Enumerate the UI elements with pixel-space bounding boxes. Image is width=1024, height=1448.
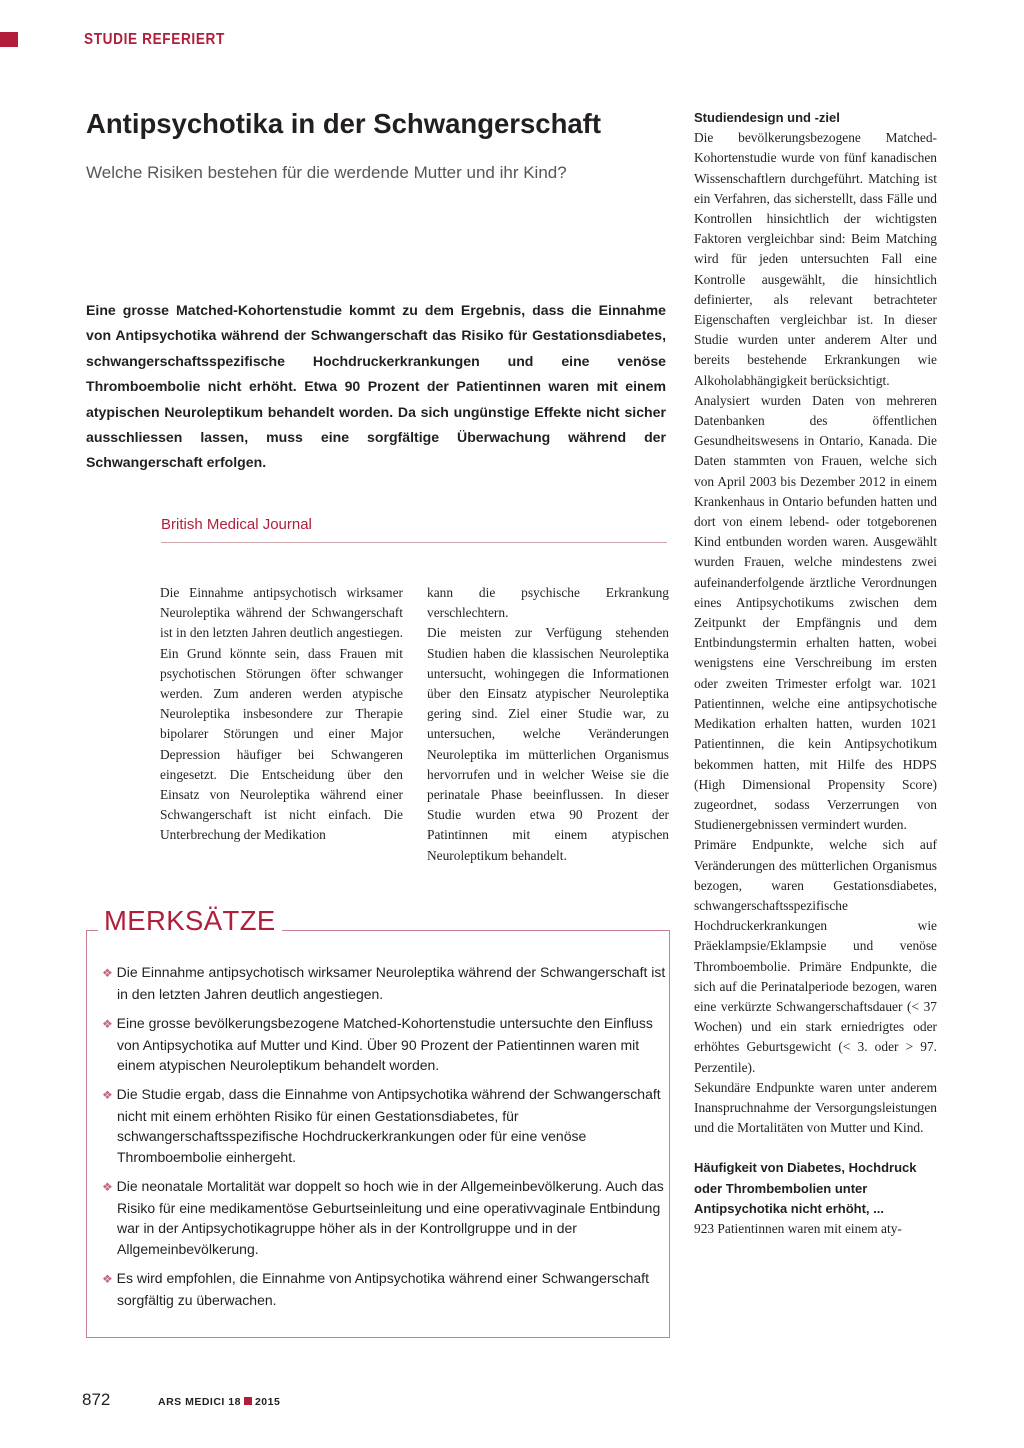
article-title: Antipsychotika in der Schwangerschaft	[86, 108, 601, 139]
column-left	[160, 583, 403, 846]
column-left-text: Die Einnahme antipsychotisch wirksamer Neuroleptika während der Schwangerschaft ist in den letzten Jahren deutlich angestiegen. Ein Grund könnte sein, dass Frauen mit psychotischen Störungen öfter schwanger werden. Zum anderen werden atypische Neuroleptika insbesondere zur Therapie bipolarer Störungen und einer Major Depression häufiger bei Schwangeren eingesetzt. Die Entscheidung über den Einsatz von Neuroleptika während einer Schwangerschaft ist nicht einfach. Die Unterbrechung der Medikation	[160, 585, 403, 843]
journal-name: ARS MEDICI 18	[158, 1396, 241, 1408]
column-right-paragraph: Die bevölkerungsbezogene Matched-Kohortenstudie wurde von fünf kanadischen Wissenschaftlern durchgeführt. Matching ist ein Verfahren, das sicherstellt, dass Fälle und Kontrollen hinsichtlich der wichtigsten Faktoren vergleichbar sind: Beim Matching wird für jeden untersuchten Fall eine Kontrolle ausgewählt, die hinsichtlich definierter, als relevant betrachteter Eigenschaften vergleichbar ist. In dieser Studie wurden unter anderem Alter und bereits bestehende Erkrankungen wie Alkoholabhängigkeit berücksichtigt.	[694, 130, 937, 388]
square-icon	[244, 1397, 252, 1405]
column-middle-text-2: Die meisten zur Verfügung stehenden Studien haben die klassischen Neuroleptika untersucht, wohingegen die Informationen über den Einsatz atypischer Neuroleptika gering sind. Ziel einer Studie war, zu untersuchen, welche Veränderungen Neuroleptika im mütterlichen Organismus hervorrufen und in welcher Weise sie die perinatale Phase beeinflussen. In dieser Studie wurden etwa 90 Prozent der Patintinnen mit einem atypischen Neuroleptikum behandelt.	[427, 625, 669, 863]
page-number: 872	[82, 1390, 111, 1409]
key-point-text: Eine grosse bevölkerungsbezogene Matched-Kohortenstudie untersuchte den Einfluss von Antipsychotika auf Mutter und Kind. Über 90 Prozent der Patientinnen waren mit einem atypischen Neuroleptikum behandelt worden.	[116, 1015, 653, 1073]
key-point-item	[102, 962, 670, 1004]
key-point-text: Die Einnahme antipsychotisch wirksamer Neuroleptika während der Schwangerschaft ist in den letzten Jahren deutlich angestiegen.	[116, 964, 666, 1002]
source-rule	[161, 542, 667, 543]
column-middle-text-1: kann die psychische Erkrankung verschlechtern.	[427, 585, 669, 621]
abstract: Eine grosse Matched-Kohortenstudie kommt zu dem Ergebnis, dass die Einnahme von Antipsychotika während der Schwangerschaft das Risiko für Gestationsdiabetes, schwangerschaftsspezifische Hochdruckerkrankungen und eine venöse Thromboembolie nicht erhöht. Etwa 90 Prozent der Patientinnen waren mit einem atypischen Neuroleptikum behandelt worden. Da sich ungünstige Effekte nicht sicher ausschliessen lassen, muss eine sorgfältige Überwachung während der Schwangerschaft erfolgen.	[86, 302, 666, 471]
column-right-paragraph: Primäre Endpunkte, welche sich auf Veränderungen des mütterlichen Organismus bezogen, waren Gestationsdiabetes, schwangerschaftsspezifische Hochdruckerkrankungen wie Präeklampsie/Eklampsie und venöse Thromboembolie. Primäre Endpunkte, die sich auf die Perinatalperiode bezogen, waren eine verkürzte Schwangerschaftsdauer (< 37 Wochen) und ein stark erniedrigtes oder erhöhtes Geburtsgewicht (< 3. oder > 97. Perzentile).	[694, 837, 937, 1075]
corner-mark	[0, 32, 18, 47]
column-right	[694, 108, 937, 1239]
source-label: British Medical Journal	[161, 516, 312, 533]
section-heading: Häufigkeit von Diabetes, Hochdruck oder Thrombembolien unter Antipsychotika nicht erhöht, ...	[694, 1160, 917, 1216]
section-heading: Studiendesign und -ziel	[694, 110, 840, 125]
key-point-item	[102, 1013, 670, 1076]
column-right-tail: 923 Patientinnen waren mit einem aty-	[694, 1220, 902, 1236]
column-middle	[427, 583, 669, 866]
key-point-text: Die neonatale Mortalität war doppelt so hoch wie in der Allgemeinbevölkerung. Auch das Risiko für eine medikamentöse Geburtseinleitung und eine operativvaginale Entbindung war in der Antipsychotikagruppe höher als in der Kontrollgruppe und in der Allgemeinbevölkerung.	[116, 1178, 664, 1257]
diamond-bullet-icon: ❖	[102, 966, 113, 980]
column-right-paragraph: Analysiert wurden Daten von mehreren Datenbanken des öffentlichen Gesundheitswesens in Ontario, Kanada. Die Daten stammten von Frauen, welche sich von April 2003 bis Dezember 2012 in einem Krankenhaus in Ontario befunden hatten und dort von einem lebend- oder totgeborenen Kind entbunden worden waren. Ausgewählt wurden Frauen, welche mindestens zwei aufeinanderfolgende ärztliche Verordnungen eines Antipsychotikums zwischen dem Zeitpunkt der Empfängnis und dem Entbindungstermin erhalten hatten, wobei wenigstens eine Verschreibung im ersten oder zweiten Trimester erfolgt war. 1021 Patientinnen, welche eine antipsychotische Medikation erhalten hatten, wurden 1021 Patientinnen, die kein Antipsychotikum bekommen hatten, mit Hilfe des HDPS (High Dimensional Propensity Score) zugeordnet, sodass Verzerrungen von Studienergebnissen vermindert wurden.	[694, 392, 937, 833]
key-point-item	[102, 1176, 670, 1259]
journal-footer	[158, 1396, 280, 1408]
key-point-item	[102, 1084, 670, 1167]
article-subtitle: Welche Risiken bestehen für die werdende Mutter und ihr Kind?	[86, 163, 567, 182]
key-points-title: MERKSÄTZE	[98, 905, 282, 937]
diamond-bullet-icon: ❖	[102, 1272, 113, 1286]
diamond-bullet-icon: ❖	[102, 1017, 113, 1031]
key-point-item	[102, 1268, 670, 1310]
journal-year: 2015	[254, 1396, 281, 1408]
diamond-bullet-icon: ❖	[102, 1180, 113, 1194]
key-point-text: Es wird empfohlen, die Einnahme von Antipsychotika während einer Schwangerschaft sorgfältig zu überwachen.	[116, 1270, 649, 1308]
column-right-paragraph: Sekundäre Endpunkte waren unter anderem Inanspruchnahme der Versorgungsleistungen und die Mortalitäten von Mutter und Kind.	[694, 1079, 937, 1136]
diamond-bullet-icon: ❖	[102, 1088, 113, 1102]
section-label: STUDIE REFERIERT	[84, 31, 225, 48]
key-point-text: Die Studie ergab, dass die Einnahme von Antipsychotika während der Schwangerschaft nicht mit einem erhöhten Risiko für einen Gestationsdiabetes, für schwangerschaftsspezifische Hochdruckerkrankungen oder für eine venöse Thromboembolie einhergeht.	[116, 1086, 661, 1165]
